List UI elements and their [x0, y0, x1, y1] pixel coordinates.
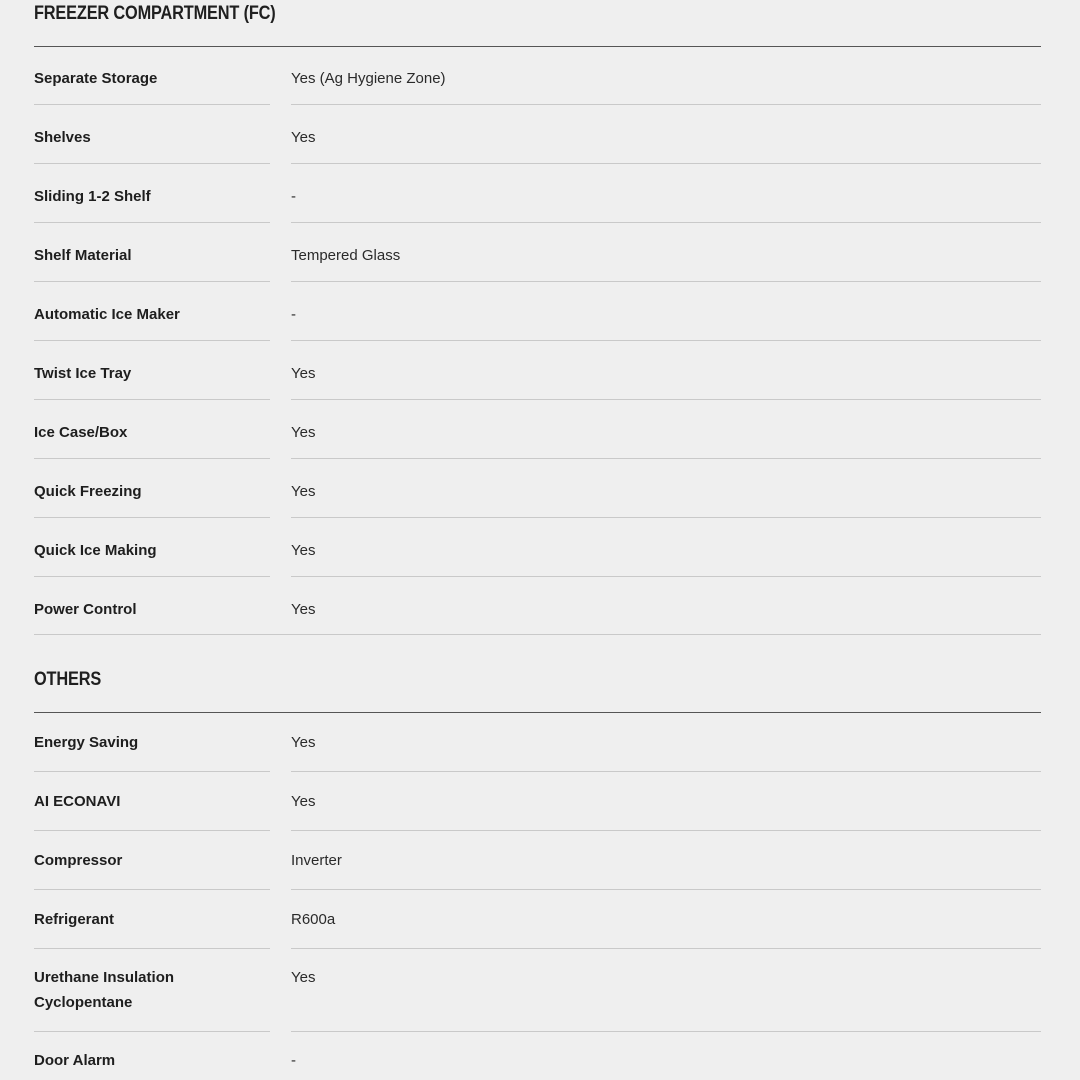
spec-row-ai-econavi [34, 772, 1041, 831]
spec-label: Quick Ice Making [34, 542, 157, 559]
spec-label: Shelves [34, 129, 91, 146]
spec-row-separate-storage [34, 46, 1041, 105]
spec-row-compressor [34, 831, 1041, 890]
spec-value: R600a [291, 911, 336, 928]
spec-label: Shelf Material [34, 247, 132, 264]
spec-row-quick-ice-making [34, 518, 1041, 577]
spec-label: Quick Freezing [34, 483, 142, 500]
spec-value: - [291, 306, 296, 323]
spec-value: - [291, 1052, 296, 1069]
spec-label: Twist Ice Tray [34, 365, 132, 382]
spec-label: Refrigerant [34, 911, 115, 928]
spec-label: Sliding 1-2 Shelf [34, 188, 151, 205]
spec-row-sliding-shelf [34, 164, 1041, 223]
spec-label: Power Control [34, 601, 137, 618]
spec-row-shelves [34, 105, 1041, 164]
spec-row-ice-case-box [34, 400, 1041, 459]
spec-value: Yes [291, 483, 316, 500]
spec-row-door-alarm [34, 1032, 1041, 1080]
spec-label: Automatic Ice Maker [34, 306, 180, 323]
spec-value: Tempered Glass [291, 247, 401, 264]
spec-row-quick-freezing [34, 459, 1041, 518]
spec-label: AI ECONAVI [34, 793, 121, 810]
spec-value: Yes [291, 129, 316, 146]
spec-value: Yes [291, 542, 316, 559]
section-title-freezer: FREEZER COMPARTMENT (FC) [34, 3, 276, 24]
spec-value: Yes [291, 793, 316, 810]
spec-value: - [291, 188, 296, 205]
spec-value: Yes [291, 365, 316, 382]
spec-label: Urethane Insulation Cyclopentane [34, 969, 175, 1011]
spec-value: Inverter [291, 852, 342, 869]
spec-row-twist-ice-tray [34, 341, 1041, 400]
spec-row-refrigerant [34, 890, 1041, 949]
spec-row-shelf-material [34, 223, 1041, 282]
spec-value: Yes [291, 601, 316, 618]
spec-row-power-control [34, 577, 1041, 635]
spec-label: Door Alarm [34, 1052, 116, 1069]
spec-row-energy-saving [34, 713, 1041, 772]
spec-value: Yes (Ag Hygiene Zone) [291, 70, 446, 87]
spec-value: Yes [291, 969, 316, 986]
spec-label: Ice Case/Box [34, 424, 128, 441]
spec-row-automatic-ice-maker [34, 282, 1041, 341]
spec-label: Separate Storage [34, 70, 158, 87]
section-title-others: OTHERS [34, 669, 102, 690]
spec-value: Yes [291, 734, 316, 751]
spec-label: Energy Saving [34, 734, 139, 751]
row-divider [34, 634, 1041, 635]
spec-row-urethane-insulation [34, 949, 1041, 1032]
spec-value: Yes [291, 424, 316, 441]
spec-label: Compressor [34, 852, 123, 869]
